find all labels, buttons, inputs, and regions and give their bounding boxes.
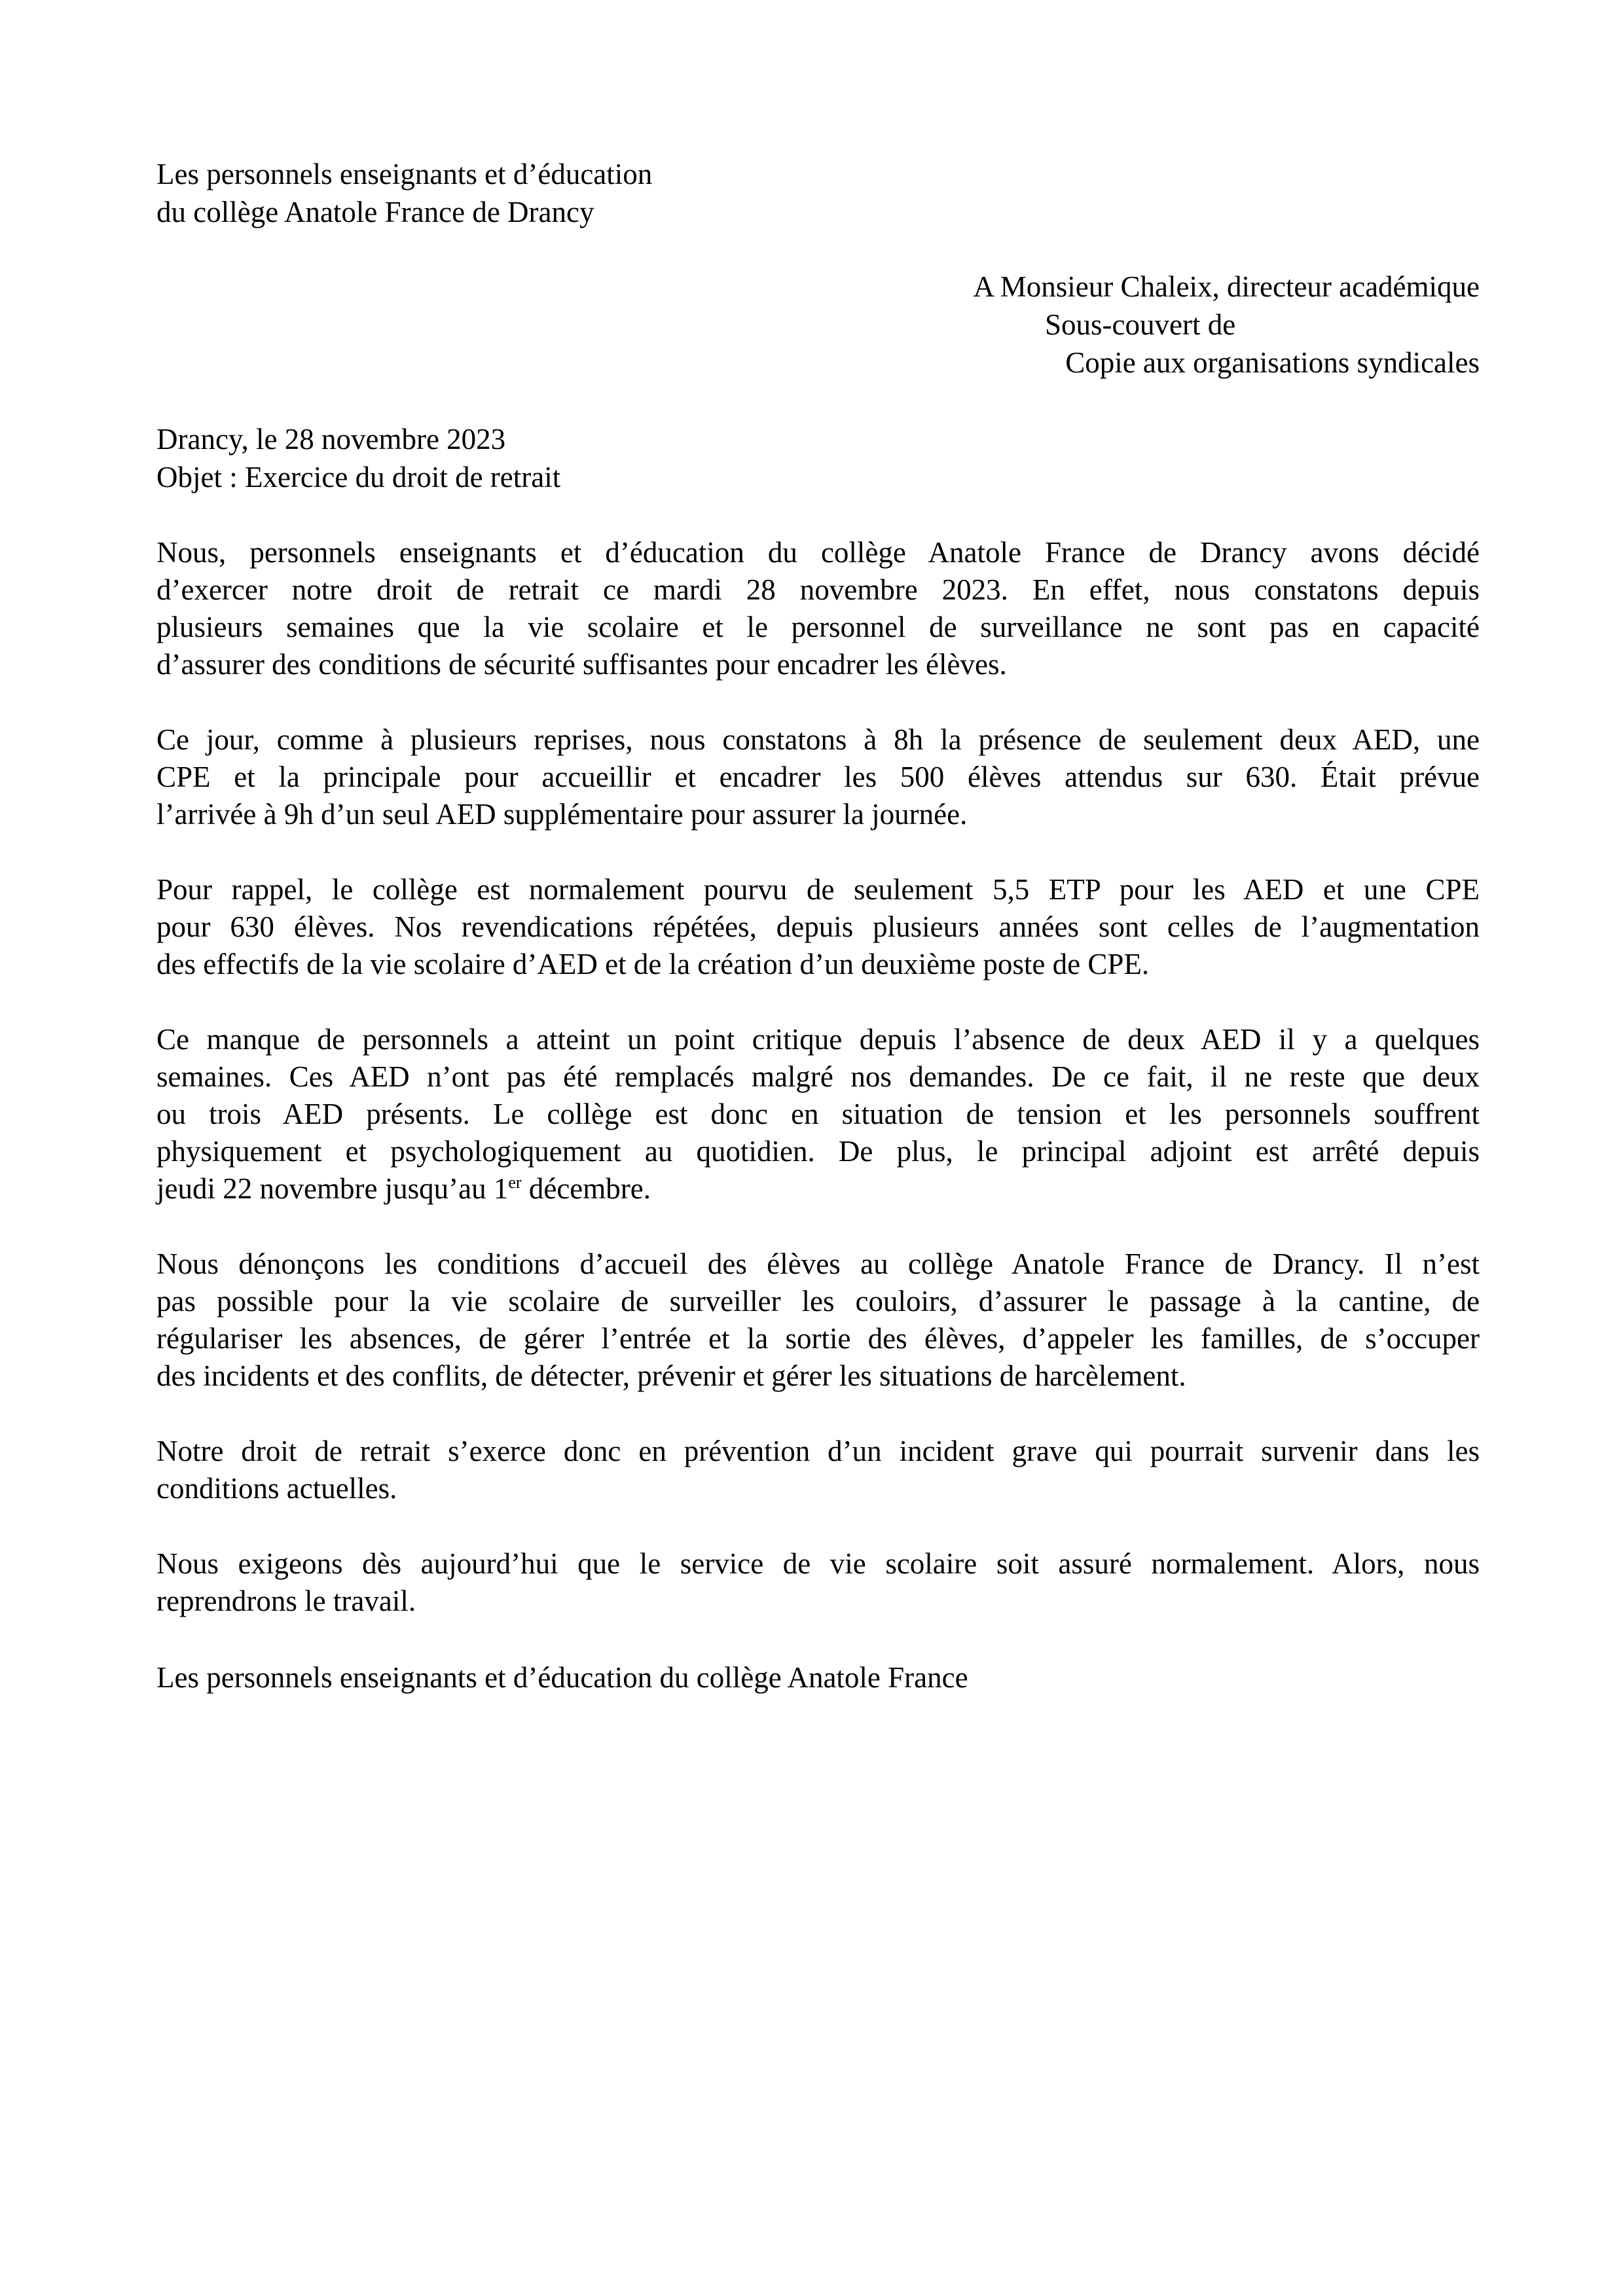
- paragraph-line: Ce manque de personnels a atteint un point critique depuis l’absence de deux AED il y a quelques: [156, 1023, 1480, 1056]
- body-paragraph: [156, 534, 1480, 683]
- recipient-line: Copie aux organisations syndicales: [1065, 346, 1480, 379]
- sender-block: [156, 155, 652, 231]
- paragraph-line: des effectifs de la vie scolaire d’AED et de la création d’un deuxième poste de CPE.: [156, 948, 1150, 980]
- paragraph-line: [156, 1170, 1480, 1208]
- letter-body: [156, 534, 1480, 1658]
- paragraph-line: CPE et la principale pour accueillir et encadrer les 500 élèves attendus sur 630. Était prévue: [156, 761, 1480, 793]
- recipient-line: Sous-couvert de: [1045, 308, 1236, 341]
- recipient-block: [851, 268, 1480, 382]
- recipient-line: A Monsieur Chaleix, directeur académique: [973, 270, 1480, 303]
- paragraph-line: physiquement et psychologiquement au quotidien. De plus, le principal adjoint est arrêté depuis: [156, 1135, 1480, 1168]
- sender-line: du collège Anatole France de Drancy: [156, 196, 594, 228]
- paragraph-line: Nous exigeons dès aujourd’hui que le service de vie scolaire soit assuré normalement. Alors, nous: [156, 1547, 1480, 1580]
- paragraph-line: régulariser les absences, de gérer l’entrée et la sortie des élèves, d’appeler les familles, de s’occuper: [156, 1322, 1480, 1355]
- paragraph-line: semaines. Ces AED n’ont pas été remplacés malgré nos demandes. De ce fait, il ne reste que deux: [156, 1060, 1480, 1093]
- body-paragraph: [156, 1433, 1480, 1507]
- paragraph-line: l’arrivée à 9h d’un seul AED supplémentaire pour assurer la journée.: [156, 798, 968, 831]
- paragraph-line: conditions actuelles.: [156, 1472, 397, 1505]
- paragraph-line: d’assurer des conditions de sécurité suffisantes pour encadrer les élèves.: [156, 648, 1007, 681]
- paragraph-line: Notre droit de retrait s’exerce donc en prévention d’un incident grave qui pourrait survenir dans les: [156, 1435, 1480, 1467]
- paragraph-line: d’exercer notre droit de retrait ce mardi 28 novembre 2023. En effet, nous constatons depuis: [156, 573, 1480, 606]
- paragraph-line: des incidents et des conflits, de détecter, prévenir et gérer les situations de harcèlement.: [156, 1359, 1186, 1392]
- body-paragraph: [156, 1246, 1480, 1395]
- paragraph-line: pour 630 élèves. Nos revendications répétées, depuis plusieurs années sont celles de l’augmentation: [156, 910, 1480, 943]
- date-subject-block: [156, 420, 560, 496]
- paragraph-line: Nous, personnels enseignants et d’éducation du collège Anatole France de Drancy avons décidé: [156, 536, 1480, 569]
- sender-line: Les personnels enseignants et d’éducation: [156, 158, 653, 190]
- paragraph-line: plusieurs semaines que la vie scolaire et le personnel de surveillance ne sont pas en capacité: [156, 611, 1480, 643]
- paragraph-line: Nous dénonçons les conditions d’accueil des élèves au collège Anatole France de Drancy. Il n’est: [156, 1247, 1480, 1280]
- line-text: décembre.: [521, 1172, 651, 1205]
- paragraph-line: Pour rappel, le collège est normalement pourvu de seulement 5,5 ETP pour les AED et une CPE: [156, 873, 1480, 906]
- letter-subject: Objet : Exercice du droit de retrait: [156, 461, 561, 493]
- paragraph-line: pas possible pour la vie scolaire de surveiller les couloirs, d’assurer le passage à la cantine, de: [156, 1285, 1480, 1318]
- letter-signature: Les personnels enseignants et d’éducation du collège Anatole France: [156, 1661, 968, 1694]
- body-paragraph: [156, 1545, 1480, 1620]
- letter-date: Drancy, le 28 novembre 2023: [156, 423, 506, 456]
- paragraph-line: reprendrons le travail.: [156, 1585, 416, 1617]
- body-paragraph: [156, 721, 1480, 833]
- ordinal-superscript: er: [508, 1173, 522, 1192]
- body-paragraph: [156, 871, 1480, 983]
- paragraph-line: ou trois AED présents. Le collège est donc en situation de tension et les personnels souffrent: [156, 1098, 1480, 1130]
- body-paragraph: [156, 1021, 1480, 1208]
- line-text: jeudi 22 novembre jusqu’au 1: [156, 1172, 509, 1205]
- paragraph-line: Ce jour, comme à plusieurs reprises, nous constatons à 8h la présence de seulement deux AED, une: [156, 723, 1480, 756]
